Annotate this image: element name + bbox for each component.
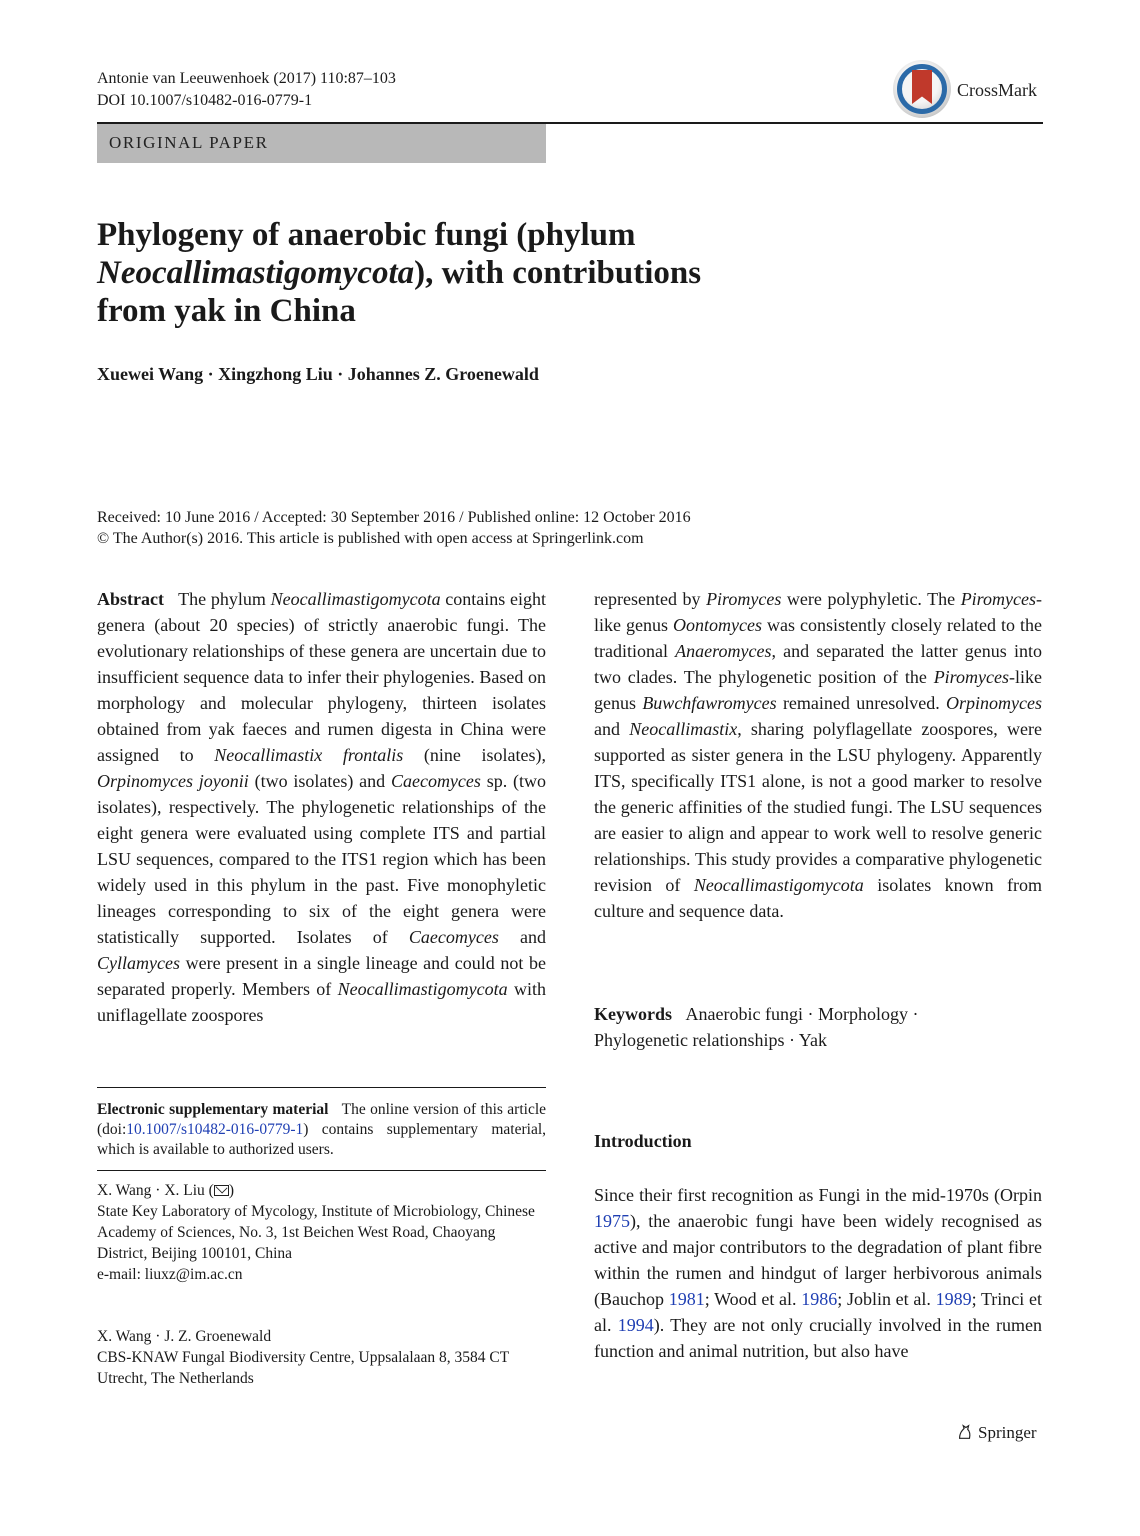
- publisher-name: Springer: [978, 1423, 1037, 1442]
- citation-link[interactable]: 1986: [801, 1289, 838, 1309]
- introduction-heading: Introduction: [594, 1131, 692, 1151]
- keywords-heading: Keywords: [594, 1004, 672, 1024]
- affiliation-2: X. Wang · J. Z. Groenewald CBS-KNAW Fungal Biodiversity Centre, Uppsalalaan 8, 3584 CT Utrecht, The Netherlands: [97, 1328, 509, 1387]
- corresponding-email: e-mail: liuxz@im.ac.cn: [97, 1266, 243, 1283]
- crossmark-badge[interactable]: [893, 60, 1053, 120]
- section-banner: [97, 124, 546, 163]
- keywords: Keywords Anaerobic fungi · Morphology · Phylogenetic relationships · Yak: [594, 1004, 919, 1050]
- journal-header: [97, 68, 396, 112]
- section-banner-label: ORIGINAL PAPER: [109, 133, 269, 152]
- crossmark-icon: [893, 60, 951, 118]
- supplementary-note: Electronic supplementary material The online version of this article (doi:10.1007/s10482-016-0779-1) contains supplementary material, which is available to authorized users.: [97, 1101, 547, 1158]
- crossmark-label: CrossMark: [957, 80, 1037, 100]
- journal-citation: Antonie van Leeuwenhoek (2017) 110:87–103: [97, 70, 396, 87]
- esm-doi-link[interactable]: 10.1007/s10482-016-0779-1: [126, 1121, 304, 1138]
- affiliation-1: X. Wang · X. Liu ( ) State Key Laboratory of Mycology, Institute of Microbiology, Chinese Academy of Sciences, No. 3, 1st Beichen West Road, Chaoyang District, Beijing 100101, China e-mail: liuxz@im.ac.cn: [97, 1180, 546, 1285]
- springer-horse-icon: [956, 1423, 974, 1441]
- article-title: Phylogeny of anaerobic fungi (phylum Neocallimastigomycota), with contributions from yak in China: [97, 217, 702, 329]
- doi: DOI 10.1007/s10482-016-0779-1: [97, 92, 313, 109]
- envelope-icon: [214, 1185, 229, 1196]
- author-list: Xuewei Wang · Xingzhong Liu · Johannes Z. Groenewald: [97, 364, 539, 384]
- citation-link[interactable]: 1994: [617, 1315, 654, 1335]
- abstract-continued: represented by Piromyces were polyphyletic. The Piromyces-like genus Oontomyces was consistently closely related to the traditional Anaeromyces, and separated the latter genus into two clades. The phylogenetic position of the Piromyces-like genus Buwchfawromyces remained unresolved. Orpinomyces and Neocallimastix, sharing polyflagellate zoospores, were supported as sister genera in the LSU phylogeny. Apparently ITS, specifically ITS1 alone, is not a good marker to resolve the generic affinities of the studied fungi. The LSU sequences are easier to align and appear to work well to resolve generic relationships. This study provides a comparative phylogenetic revision of Neocallimastigomycota isolates known from culture and sequence data.: [594, 589, 1043, 921]
- abstract-left-column: [97, 586, 546, 1028]
- introduction-text: Since their first recognition as Fungi in the mid-1970s (Orpin 1975), the anaerobic fungi have been widely recognised as active and major contributors to the degradation of plant fibre within the rumen and hindgut of larger herbivorous animals (Bauchop 1981; Wood et al. 1986; Joblin et al. 1989; Trinci et al. 1994). They are not only crucially involved in the rumen function and animal nutrition, but also have: [594, 1185, 1042, 1361]
- citation-link[interactable]: 1975: [594, 1211, 630, 1231]
- citation-link[interactable]: 1989: [935, 1289, 972, 1309]
- abstract-heading: Abstract: [97, 589, 164, 609]
- citation-link[interactable]: 1981: [668, 1289, 705, 1309]
- abstract-right-column: [594, 586, 1042, 924]
- copyright-notice: © The Author(s) 2016. This article is published with open access at Springerlink.com: [97, 530, 644, 547]
- abstract-text: Abstract The phylum Neocallimastigomycota contains eight genera (about 20 species) of strictly anaerobic fungi. The evolutionary relationships of these genera are uncertain due to insufficient sequence data to infer their phylogenies. Based on morphology and molecular phylogeny, thirteen isolates obtained from yak faeces and rumen digesta in China were assigned to Neocallimastix frontalis (nine isolates), Orpinomyces joyonii (two isolates) and Caecomyces sp. (two isolates), respectively. The phylogenetic relationships of the eight genera were evaluated using complete ITS and partial LSU sequences, compared to the ITS1 region which has been widely used in this phylum in the past. Five monophyletic lineages corresponding to six of the eight genera were statistically supported. Isolates of Caecomyces and Cyllamyces were present in a single lineage and could not be separated properly. Members of Neocallimastigomycota with uniflagellate zoospores: [97, 589, 547, 1025]
- footnote-rule: [97, 1087, 546, 1088]
- history-dates: Received: 10 June 2016 / Accepted: 30 September 2016 / Published online: 12 October 2016: [97, 509, 691, 526]
- esm-heading: Electronic supplementary material: [97, 1101, 329, 1118]
- affiliation-rule: [97, 1170, 546, 1171]
- publication-dates: [97, 507, 691, 549]
- publisher-logo: [956, 1423, 1037, 1443]
